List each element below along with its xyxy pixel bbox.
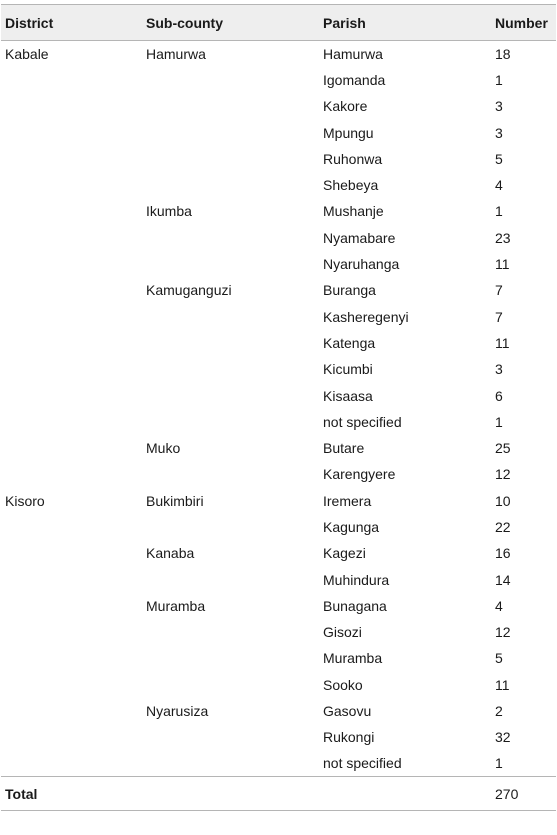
cell-number: 18 [495, 45, 511, 62]
cell-subcounty [142, 514, 319, 540]
cell-subcounty [142, 382, 319, 408]
cell-district [1, 724, 142, 750]
cell-parish: Butare [323, 440, 365, 457]
cell-subcounty [142, 330, 319, 356]
table-row [1, 198, 556, 224]
cell-number: 7 [495, 308, 503, 325]
cell-district [1, 198, 142, 224]
cell-district [1, 172, 142, 198]
cell-district [1, 146, 142, 172]
cell-number: 4 [495, 597, 503, 614]
cell-parish: Katenga [323, 334, 376, 351]
cell-district [1, 645, 142, 671]
cell-parish: Kagezi [323, 545, 366, 562]
cell-subcounty [142, 303, 319, 329]
cell-subcounty: Kanaba [146, 545, 195, 562]
cell-district [1, 251, 142, 277]
table-row [1, 751, 556, 777]
cell-subcounty [142, 672, 319, 698]
cell-parish: Iremera [323, 492, 372, 509]
cell-district [1, 356, 142, 382]
table-row [1, 461, 556, 487]
cell-subcounty [142, 724, 319, 750]
table-row [1, 698, 556, 724]
cell-parish: Gisozi [323, 624, 362, 641]
cell-number: 3 [495, 124, 503, 141]
cell-parish: Kicumbi [323, 361, 373, 378]
cell-number: 6 [495, 387, 503, 404]
header-number: Number [495, 14, 548, 31]
table-row [1, 146, 556, 172]
total-empty-cell [319, 777, 495, 811]
cell-district [1, 435, 142, 461]
cell-parish: Igomanda [323, 71, 386, 88]
cell-district [1, 382, 142, 408]
table-row [1, 672, 556, 698]
cell-parish: not specified [323, 755, 402, 772]
cell-parish: Kisaasa [323, 387, 373, 404]
data-table [1, 4, 556, 811]
table-row [1, 619, 556, 645]
total-empty-cell [142, 777, 319, 811]
cell-parish: Muramba [323, 650, 383, 667]
cell-subcounty: Ikumba [146, 203, 192, 220]
cell-subcounty [142, 67, 319, 93]
table-row [1, 435, 556, 461]
table-row [1, 382, 556, 408]
table-row [1, 277, 556, 303]
cell-parish: Rukongi [323, 729, 375, 746]
cell-parish: Gasovu [323, 703, 372, 720]
cell-number: 12 [495, 466, 511, 483]
cell-district [1, 67, 142, 93]
cell-district: Kisoro [5, 492, 45, 509]
header-parish: Parish [323, 14, 366, 31]
cell-parish: not specified [323, 413, 402, 430]
cell-district [1, 672, 142, 698]
cell-number: 23 [495, 229, 511, 246]
cell-subcounty [142, 146, 319, 172]
cell-number: 3 [495, 98, 503, 115]
cell-district [1, 93, 142, 119]
cell-parish: Mushanje [323, 203, 384, 220]
cell-subcounty [142, 93, 319, 119]
cell-subcounty: Muramba [146, 597, 206, 614]
cell-district: Kabale [5, 45, 49, 62]
cell-parish: Nyamabare [323, 229, 396, 246]
cell-district [1, 751, 142, 777]
table-row [1, 724, 556, 750]
cell-number: 14 [495, 571, 511, 588]
cell-subcounty: Nyarusiza [146, 703, 209, 720]
cell-number: 16 [495, 545, 511, 562]
header-subcounty: Sub-county [146, 14, 223, 31]
cell-district [1, 593, 142, 619]
cell-parish: Karengyere [323, 466, 396, 483]
cell-parish: Muhindura [323, 571, 390, 588]
table-row [1, 67, 556, 93]
cell-subcounty [142, 461, 319, 487]
table-row [1, 514, 556, 540]
table-row [1, 488, 556, 514]
table-row [1, 540, 556, 566]
table-row [1, 330, 556, 356]
cell-parish: Ruhonwa [323, 150, 383, 167]
table-row [1, 172, 556, 198]
cell-parish: Sooko [323, 676, 363, 693]
table-row [1, 409, 556, 435]
cell-subcounty [142, 751, 319, 777]
cell-subcounty [142, 566, 319, 592]
cell-district [1, 566, 142, 592]
cell-number: 11 [495, 256, 510, 273]
cell-subcounty [142, 645, 319, 671]
cell-number: 22 [495, 518, 511, 535]
table-row [1, 41, 556, 67]
cell-district [1, 303, 142, 329]
cell-parish: Mpungu [323, 124, 374, 141]
total-label: Total [5, 785, 38, 802]
cell-number: 5 [495, 150, 503, 167]
cell-parish: Kakore [323, 98, 368, 115]
cell-subcounty [142, 251, 319, 277]
table-footer [1, 777, 556, 811]
cell-number: 4 [495, 177, 503, 194]
cell-parish: Bunagana [323, 597, 387, 614]
cell-district [1, 540, 142, 566]
cell-parish: Kasheregenyi [323, 308, 409, 325]
cell-parish: Buranga [323, 282, 376, 299]
cell-subcounty [142, 619, 319, 645]
cell-district [1, 514, 142, 540]
cell-district [1, 409, 142, 435]
cell-number: 10 [495, 492, 511, 509]
cell-number: 1 [495, 71, 503, 88]
cell-district [1, 277, 142, 303]
cell-number: 1 [495, 203, 503, 220]
cell-subcounty: Hamurwa [146, 45, 206, 62]
cell-parish: Kagunga [323, 518, 380, 535]
cell-number: 3 [495, 361, 503, 378]
cell-parish: Shebeya [323, 177, 379, 194]
cell-subcounty [142, 409, 319, 435]
cell-number: 11 [495, 676, 510, 693]
total-row [1, 777, 556, 811]
cell-district [1, 619, 142, 645]
cell-subcounty [142, 172, 319, 198]
cell-district [1, 698, 142, 724]
table-row [1, 93, 556, 119]
table-body [1, 41, 556, 777]
table-row [1, 251, 556, 277]
header-district: District [5, 14, 54, 31]
cell-number: 2 [495, 703, 503, 720]
table-row [1, 593, 556, 619]
cell-subcounty [142, 225, 319, 251]
cell-number: 12 [495, 624, 511, 641]
cell-district [1, 119, 142, 145]
cell-subcounty [142, 356, 319, 382]
cell-number: 32 [495, 729, 511, 746]
total-number: 270 [495, 785, 519, 802]
cell-district [1, 330, 142, 356]
cell-number: 25 [495, 440, 511, 457]
cell-subcounty: Bukimbiri [146, 492, 204, 509]
cell-number: 5 [495, 650, 503, 667]
table-row [1, 225, 556, 251]
cell-number: 1 [495, 413, 503, 430]
cell-subcounty [142, 119, 319, 145]
cell-district [1, 461, 142, 487]
table-row [1, 356, 556, 382]
table-row [1, 645, 556, 671]
cell-subcounty: Kamuganguzi [146, 282, 232, 299]
table-row [1, 566, 556, 592]
cell-parish: Hamurwa [323, 45, 383, 62]
table-header [1, 5, 556, 41]
cell-number: 7 [495, 282, 503, 299]
cell-district [1, 225, 142, 251]
header-row [1, 5, 556, 41]
cell-subcounty: Muko [146, 440, 181, 457]
cell-parish: Nyaruhanga [323, 256, 400, 273]
cell-number: 11 [495, 334, 510, 351]
cell-number: 1 [495, 755, 503, 772]
table-row [1, 303, 556, 329]
table-row [1, 119, 556, 145]
